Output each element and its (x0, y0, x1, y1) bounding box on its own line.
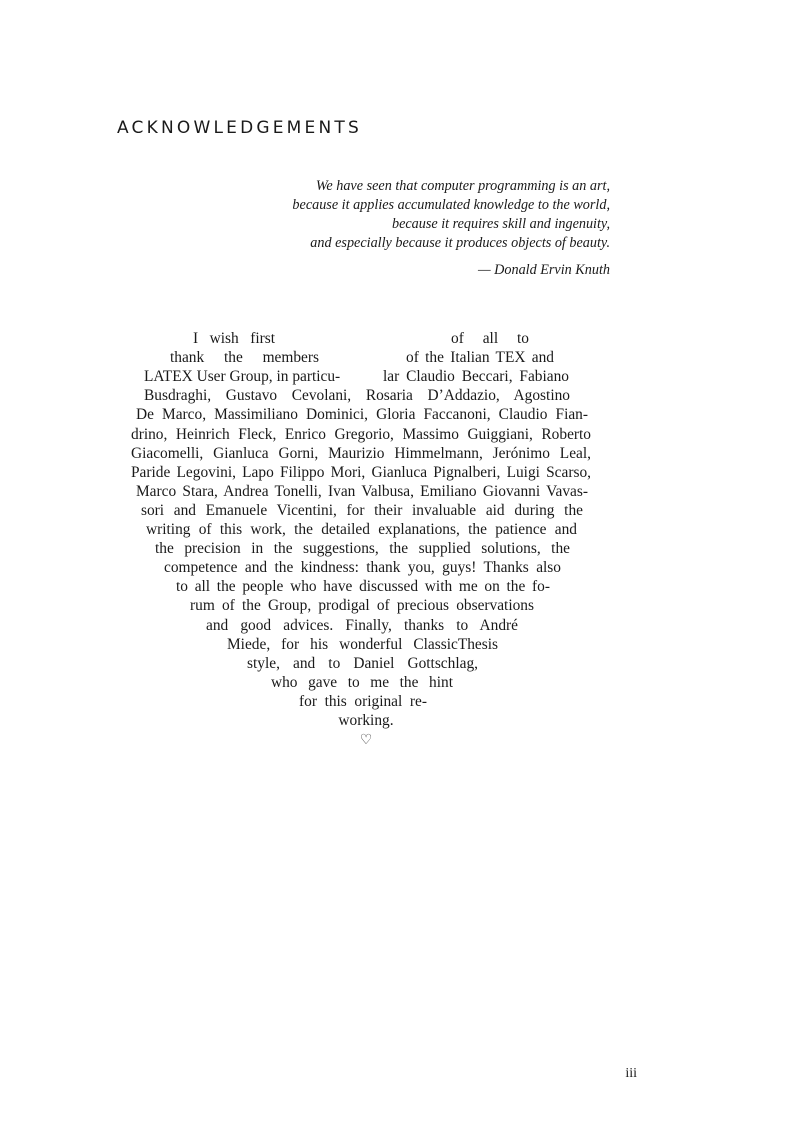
text-line: writing of this work, the detailed explanations, the patience and (146, 521, 577, 538)
text-line: competence and the kindness: thank you, guys! Thanks also (164, 559, 561, 577)
page-number: iii (625, 1066, 637, 1081)
text-fragment: LATEX User Group, in particu- (144, 368, 341, 386)
text-line: drino, Heinrich Fleck, Enrico Gregorio, Massimo Guiggiani, Roberto (131, 425, 591, 443)
epigraph-line: because it applies accumulated knowledge to the world, (292, 197, 610, 214)
text-line: to all the people who have discussed with me on the fo- (176, 578, 550, 596)
text-line: De Marco, Massimiliano Dominici, Gloria Faccanoni, Claudio Fian- (136, 406, 588, 424)
text-line: Giacomelli, Gianluca Gorni, Maurizio Himmelmann, Jerónimo Leal, (131, 444, 591, 462)
text-line: and good advices. Finally, thanks to André (206, 616, 518, 634)
text-line: rum of the Group, prodigal of precious observations (190, 597, 534, 615)
text-line: Paride Legovini, Lapo Filippo Mori, Gianluca Pignalberi, Luigi Scarso, (131, 463, 591, 481)
epigraph-line: and especially because it produces objects of beauty. (310, 235, 610, 252)
epigraph-line: We have seen that computer programming is an art, (315, 178, 610, 194)
text-fragment: thank the members (170, 349, 319, 367)
text-line: sori and Emanuele Vicentini, for their invaluable aid during the (141, 501, 583, 519)
text-fragment: lar Claudio Beccari, Fabiano (383, 368, 569, 386)
text-fragment: of the Italian TEX and (406, 349, 554, 367)
chapter-heading: ACKNOWLEDGEMENTS (117, 118, 362, 138)
text-line: Marco Stara, Andrea Tonelli, Ivan Valbusa, Emiliano Giovanni Vavas- (136, 482, 588, 500)
epigraph-author: — Donald Ervin Knuth (477, 262, 610, 279)
text-fragment: I wish first (193, 330, 275, 347)
text-fragment: of all to (451, 330, 529, 347)
text-line: who gave to me the hint (271, 673, 453, 691)
text-line: for this original re- (299, 692, 427, 710)
text-line: style, and to Daniel Gottschlag, (247, 654, 478, 672)
text-line: Busdraghi, Gustavo Cevolani, Rosaria D’Addazio, Agostino (144, 387, 570, 405)
heart-icon: ♡ (359, 733, 373, 748)
text-line: the precision in the suggestions, the supplied solutions, the (155, 540, 570, 558)
epigraph-line: because it requires skill and ingenuity, (391, 216, 610, 233)
text-line: Miede, for his wonderful ClassicThesis (227, 635, 498, 653)
text-line: working. (338, 712, 394, 729)
epigraph (250, 177, 610, 280)
